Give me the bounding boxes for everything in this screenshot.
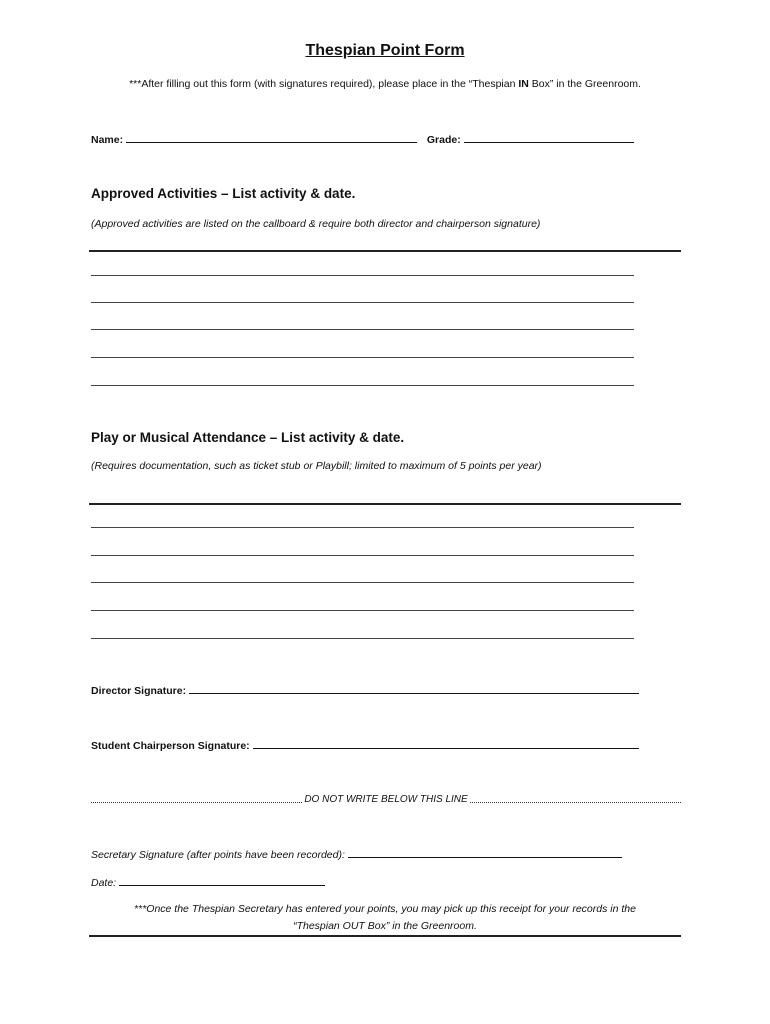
secretary-signature-label: Secretary Signature (after points have been recorded):	[91, 849, 345, 861]
do-not-write-divider	[91, 792, 681, 806]
section-divider	[89, 503, 681, 505]
date-label: Date:	[91, 877, 117, 889]
dotted-leader	[91, 802, 302, 803]
name-grade-row	[91, 131, 691, 146]
chairperson-signature-label: Student Chairperson Signature:	[91, 740, 250, 752]
approved-activity-line-3[interactable]	[91, 329, 634, 330]
attendance-line-5[interactable]	[91, 638, 634, 639]
name-field[interactable]	[126, 131, 417, 143]
attendance-line-2[interactable]	[91, 555, 634, 556]
form-title: Thespian Point Form	[305, 42, 465, 59]
approved-activities-note: (Approved activities are listed on the callboard & require both director and chairperson signature)	[91, 218, 541, 230]
approved-activity-line-5[interactable]	[91, 385, 634, 386]
attendance-line-4[interactable]	[91, 610, 634, 611]
do-not-write-label: DO NOT WRITE BELOW THIS LINE	[304, 793, 468, 805]
director-signature-field[interactable]	[189, 682, 639, 694]
secretary-signature-row	[91, 846, 622, 861]
closing-instructions	[90, 901, 680, 935]
attendance-line-1[interactable]	[91, 527, 634, 528]
secretary-signature-field[interactable]	[348, 846, 622, 858]
attendance-note: (Requires documentation, such as ticket stub or Playbill; limited to maximum of 5 points per year)	[91, 460, 542, 472]
approved-activities-heading: Approved Activities – List activity & date.	[91, 186, 356, 201]
instructions-text-start: ***After filling out this form (with signatures required), please place in the “Thespian	[129, 78, 519, 90]
instructions-in-emphasis: IN	[518, 78, 529, 90]
attendance-heading: Play or Musical Attendance – List activity & date.	[91, 430, 405, 445]
bottom-rule	[89, 935, 681, 937]
section-divider	[89, 250, 681, 252]
date-field[interactable]	[119, 874, 325, 886]
director-signature-row	[91, 682, 639, 697]
date-row	[91, 874, 325, 889]
grade-field[interactable]	[464, 131, 634, 143]
dotted-leader	[470, 802, 681, 803]
chairperson-signature-field[interactable]	[253, 737, 639, 749]
closing-line-2: “Thespian OUT Box” in the Greenroom.	[293, 920, 477, 932]
approved-activity-line-4[interactable]	[91, 357, 634, 358]
instructions-text-end: Box” in the Greenroom.	[528, 78, 641, 90]
approved-activity-line-1[interactable]	[91, 275, 634, 276]
form-instructions	[0, 78, 770, 90]
chairperson-signature-row	[91, 737, 639, 752]
name-label: Name:	[91, 134, 124, 146]
director-signature-label: Director Signature:	[91, 685, 187, 697]
attendance-line-3[interactable]	[91, 582, 634, 583]
grade-label: Grade:	[426, 134, 461, 146]
closing-line-1: ***Once the Thespian Secretary has entered your points, you may pick up this receipt for your records in the	[134, 903, 636, 915]
approved-activity-line-2[interactable]	[91, 302, 634, 303]
